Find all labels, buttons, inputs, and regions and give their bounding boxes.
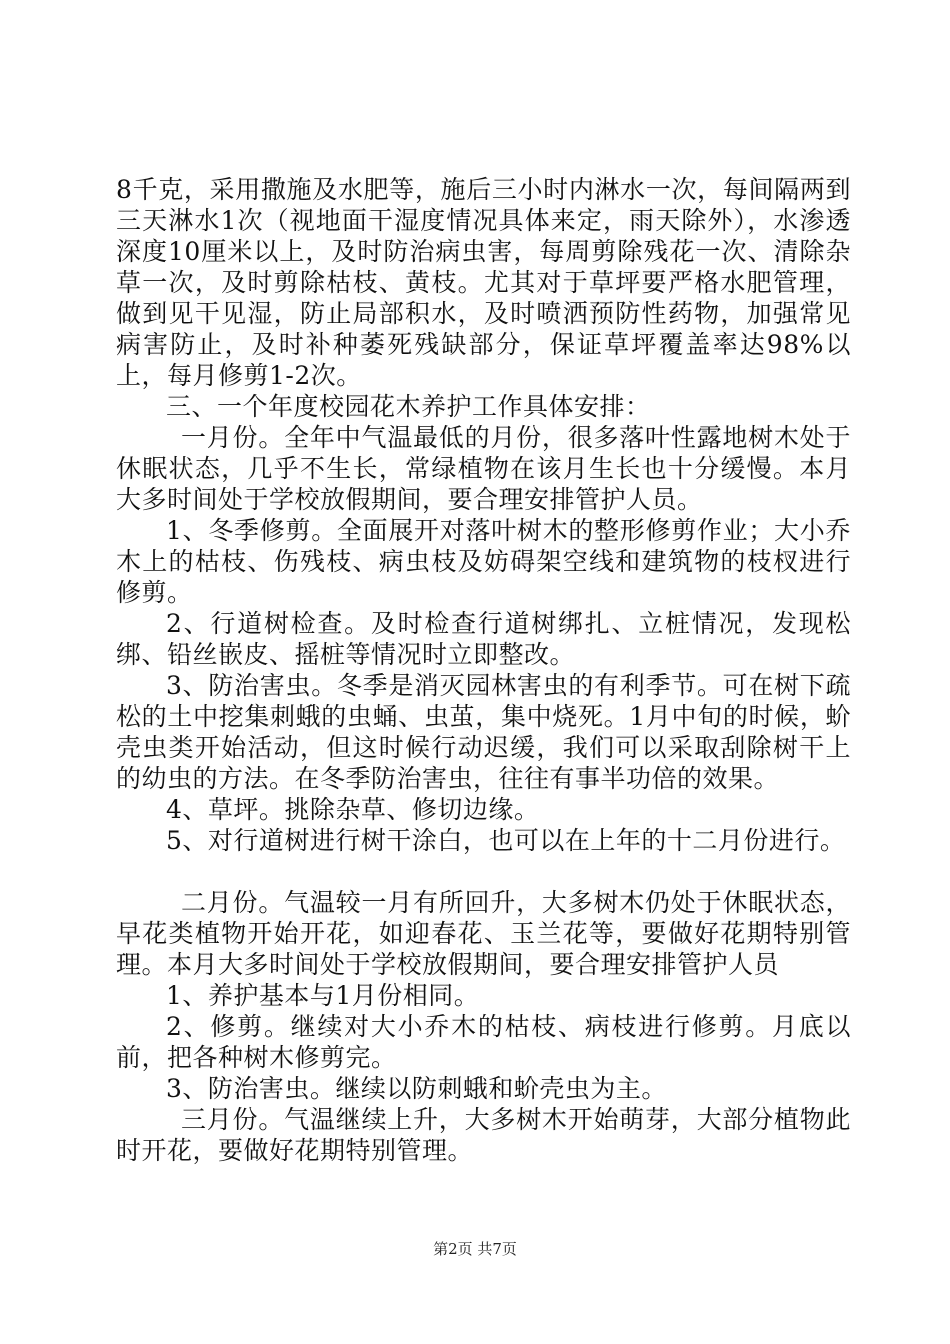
body-paragraph: 3、防治害虫。冬季是消灭园林害虫的有利季节。可在树下疏松的土中挖集刺蛾的虫蛹、虫茧，集中烧死。1月中旬的时候，蚧壳虫类开始活动，但这时候行动迟缓，我们可以采取刮除树干上的幼虫的方法。在冬季防治害虫，往往有事半功倍的效果。 bbox=[116, 671, 851, 793]
body-paragraph: 5、对行道树进行树干涂白，也可以在上年的十二月份进行。 bbox=[166, 826, 846, 855]
document-body bbox=[116, 174, 851, 1166]
body-paragraph: 三、一个年度校园花木养护工作具体安排： bbox=[166, 392, 651, 421]
body-paragraph: 一月份。全年中气温最低的月份，很多落叶性露地树木处于休眠状态，几乎不生长，常绿植物在该月生长也十分缓慢。本月大多时间处于学校放假期间，要合理安排管护人员。 bbox=[116, 423, 851, 514]
body-paragraph: 1、冬季修剪。全面展开对落叶树木的整形修剪作业；大小乔木上的枯枝、伤残枝、病虫枝及妨碍架空线和建筑物的枝杈进行修剪。 bbox=[116, 516, 851, 607]
body-paragraph: 2、修剪。继续对大小乔木的枯枝、病枝进行修剪。月底以前，把各种树木修剪完。 bbox=[116, 1012, 851, 1072]
body-paragraph: 4、草坪。挑除杂草、修切边缘。 bbox=[166, 795, 540, 824]
body-paragraph: 三月份。气温继续上升，大多树木开始萌芽，大部分植物此时开花，要做好花期特别管理。 bbox=[116, 1105, 851, 1165]
body-paragraph: 3、防治害虫。继续以防刺蛾和蚧壳虫为主。 bbox=[166, 1074, 667, 1103]
blank-line bbox=[116, 856, 851, 887]
body-paragraph: 1、养护基本与1月份相同。 bbox=[166, 981, 480, 1010]
body-paragraph: 8千克，采用撒施及水肥等，施后三小时内淋水一次，每间隔两到三天淋水1次（视地面干湿度情况具体来定，雨天除外），水渗透深度10厘米以上，及时防治病虫害，每周剪除残花一次、清除杂草一次，及时剪除枯枝、黄枝。尤其对于草坪要严格水肥管理，做到见干见湿，防止局部积水，及时喷洒预防性药物，加强常见病害防止，及时补种萎死残缺部分，保证草坪覆盖率达98%以上，每月修剪1-2次。 bbox=[116, 175, 851, 390]
body-paragraph: 二月份。气温较一月有所回升，大多树木仍处于休眠状态，早花类植物开始开花，如迎春花、玉兰花等，要做好花期特别管理。本月大多时间处于学校放假期间，要合理安排管护人员 bbox=[116, 888, 851, 979]
page-footer: 第2页 共7页 bbox=[433, 1240, 517, 1258]
body-paragraph: 2、行道树检查。及时检查行道树绑扎、立桩情况，发现松绑、铅丝嵌皮、摇桩等情况时立即整改。 bbox=[116, 609, 851, 669]
